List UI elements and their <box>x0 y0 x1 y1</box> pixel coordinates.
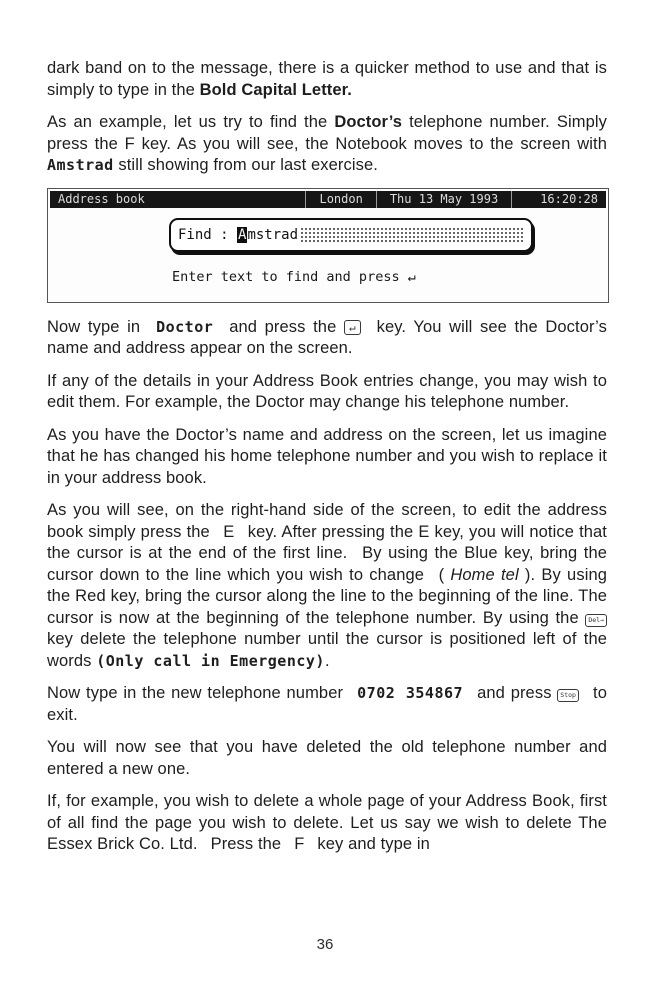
text-run: Now type in <box>47 317 157 336</box>
paragraph-9 <box>47 791 607 856</box>
page-number: 36 <box>316 936 334 953</box>
text-run: If any of the details in your Address Book entries change, you may wish to edit them. For example, the Doctor may change his telephone number. <box>47 371 607 411</box>
find-value: mstrad <box>247 226 299 243</box>
page-body <box>47 58 607 867</box>
paragraph-8 <box>47 737 607 780</box>
return-key-icon: ↵ <box>344 320 361 335</box>
text-run: ). By using the Red key, bring the cursor along the line to the beginning of the line. The cursor is now at the beginning of the telephone number. By using the <box>47 565 608 627</box>
text-run: As an example, let us try to find the <box>47 113 335 131</box>
paragraph-1 <box>47 58 607 101</box>
delete-key-icon: Del→ <box>585 614 607 627</box>
status-location: London <box>305 191 375 208</box>
text-run: and press <box>463 684 558 702</box>
code-text: (Only call in Emergency) <box>96 651 325 670</box>
paragraph-2 <box>47 112 607 177</box>
text-run: As you will see, on the right-hand side of the screen, to edit the address book simply press the E key. After pressing the E key, you will notice that the cursor is at the end of the first line. By using the Blue key, bring the cursor down to the line which you wish to change ( <box>47 501 607 584</box>
text-run: dark band on to the message, there is a quicker method to use and that is simply to type in the <box>47 59 607 99</box>
code-text: 0702 354867 <box>357 684 464 702</box>
text-run: You will now see that you have deleted the old telephone number and entered a new one. <box>47 738 607 778</box>
stop-key-icon: Stop <box>557 689 579 702</box>
bold-text: Bold Capital Letter. <box>199 80 352 99</box>
text-cursor: A <box>238 226 247 243</box>
text-run: to exit. <box>47 684 607 724</box>
status-date: Thu 13 May 1993 <box>376 191 511 208</box>
notebook-screenshot-frame <box>47 188 609 303</box>
code-text: Doctor <box>156 317 214 336</box>
code-text: Amstrad <box>47 156 114 174</box>
text-run: and press the <box>213 317 344 336</box>
text-run: still showing from our last exercise. <box>113 156 378 174</box>
app-title: Address book <box>58 192 145 206</box>
text-run: If, for example, you wish to delete a whole page of your Address Book, first of all find the page you wish to delete. Let us say we wish to delete The Essex Brick Co. Ltd. Press the F key and type in <box>47 792 607 853</box>
input-fill-pattern <box>300 227 524 243</box>
find-hint: Enter text to find and press ↵ <box>172 268 416 285</box>
text-run: telephone number. Simply press the F key. As you will see, the Notebook moves to the screen with <box>47 113 607 153</box>
find-field <box>169 218 533 252</box>
bold-text: Doctor’s <box>334 113 403 131</box>
italic-text: Home tel <box>450 565 519 584</box>
text-run: key. You will see the Doctor’s name and address appear on the screen. <box>47 317 607 357</box>
paragraph-3 <box>47 317 607 360</box>
paragraph-6 <box>47 500 607 672</box>
paragraph-7 <box>47 683 607 726</box>
paragraph-4 <box>47 371 607 414</box>
text-run: key delete the telephone number until the cursor is positioned left of the words <box>47 630 607 670</box>
paragraph-5 <box>47 425 607 490</box>
screenshot-titlebar <box>50 191 606 208</box>
text-run: As you have the Doctor’s name and address on the screen, let us imagine that he has changed his home telephone number and you wish to replace it in your address book. <box>47 425 607 487</box>
text-run: Now type in the new telephone number <box>47 684 358 702</box>
titlebar-status-group <box>305 191 604 208</box>
status-time: 16:20:28 <box>511 191 604 208</box>
find-label: Find : <box>178 226 238 243</box>
text-run: . <box>324 651 330 670</box>
